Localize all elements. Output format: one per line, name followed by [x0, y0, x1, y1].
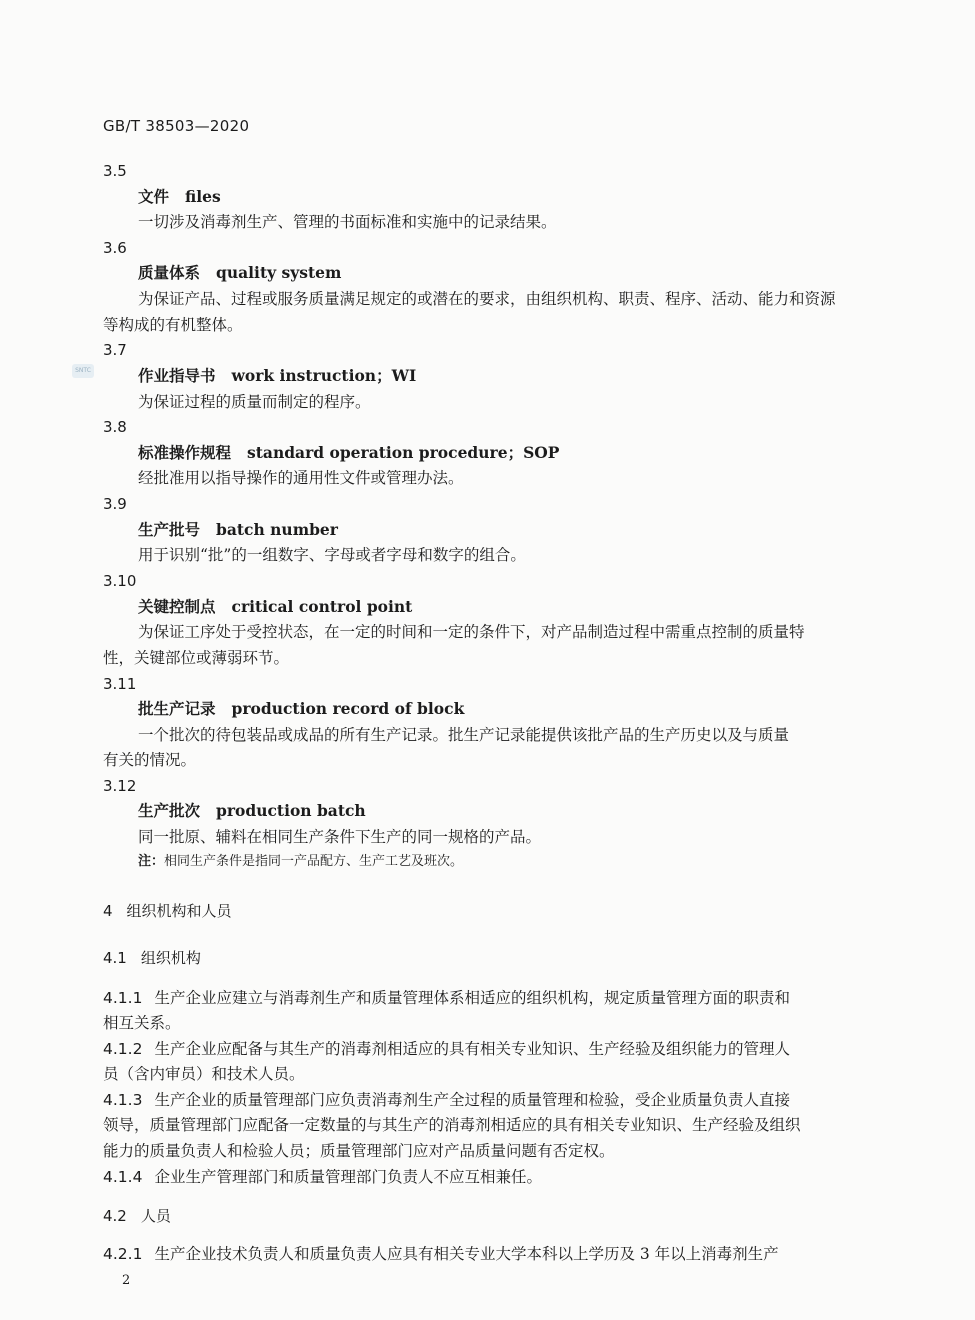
- definition-number: 3.7: [103, 341, 127, 359]
- term-english: batch number: [216, 520, 338, 539]
- definition-text: 一个批次的待包装品或成品的所有生产记录。批生产记录能提供该批产品的生产历史以及与质量: [138, 726, 790, 744]
- watermark-stamp: SNTC: [72, 364, 94, 378]
- clause-line: [103, 988, 790, 1008]
- definition-number: 3.11: [103, 675, 137, 693]
- note: [138, 852, 463, 872]
- definition-number: 3.12: [103, 777, 137, 795]
- definition-number: 3.6: [103, 239, 127, 257]
- definition-term: [138, 699, 464, 719]
- term-english: critical control point: [231, 597, 413, 616]
- term-chinese: 批生产记录: [138, 700, 216, 718]
- definition-number: 3.5: [103, 162, 127, 180]
- definition-number: 3.10: [103, 572, 137, 590]
- clause-number: 4.1.3: [103, 1091, 143, 1109]
- clause-line: [103, 1167, 542, 1187]
- definition-term: [138, 366, 416, 386]
- definition-term: [138, 597, 412, 617]
- definition-text: 同一批原、辅料在相同生产条件下生产的同一规格的产品。: [138, 828, 542, 846]
- definition-text: 为保证产品、过程或服务质量满足规定的或潜在的要求，由组织机构、职责、程序、活动、能力和资源: [138, 290, 836, 308]
- standard-code-header: GB/T 38503—2020: [103, 117, 250, 135]
- clause-text: 生产企业技术负责人和质量负责人应具有相关专业大学本科以上学历及 3 年以上消毒剂生产: [154, 1245, 779, 1263]
- clause-text: 员（含内审员）和技术人员。: [103, 1065, 305, 1083]
- term-chinese: 文件: [138, 188, 170, 206]
- term-english: production record of block: [231, 699, 465, 718]
- term-chinese: 标准操作规程: [138, 444, 232, 462]
- definition-text: 一切涉及消毒剂生产、管理的书面标准和实施中的记录结果。: [138, 213, 557, 231]
- definition-text: 用于识别“批”的一组数字、字母或者字母和数字的组合。: [138, 546, 526, 564]
- clause-number: 4.1.2: [103, 1040, 143, 1058]
- definition-term: [138, 263, 341, 283]
- clause-line: [103, 1090, 790, 1110]
- subsection-heading: [103, 1206, 171, 1226]
- definition-text: 性，关键部位或薄弱环节。: [103, 649, 290, 667]
- term-chinese: 关键控制点: [138, 598, 216, 616]
- clause-text: 生产企业应建立与消毒剂生产和质量管理体系相适应的组织机构，规定质量管理方面的职责和: [154, 989, 790, 1007]
- definition-term: [138, 443, 559, 463]
- term-english: standard operation procedure；SOP: [247, 443, 560, 462]
- clause-number: 4.1.1: [103, 989, 143, 1007]
- definition-term: [138, 187, 221, 207]
- term-english: production batch: [216, 801, 366, 820]
- clause-text: 领导，质量管理部门应配备一定数量的与其生产的消毒剂相适应的具有相关专业知识、生产经验及组织: [103, 1116, 801, 1134]
- term-chinese: 生产批号: [138, 521, 201, 539]
- term-chinese: 生产批次: [138, 802, 201, 820]
- term-chinese: 作业指导书: [138, 367, 216, 385]
- term-english: files: [185, 187, 221, 206]
- term-chinese: 质量体系: [138, 264, 201, 282]
- definition-term: [138, 801, 366, 821]
- clause-text: 能力的质量负责人和检验人员；质量管理部门应对产品质量问题有否定权。: [103, 1142, 615, 1160]
- clause-number: 4.2.1: [103, 1245, 143, 1263]
- definition-text: 经批准用以指导操作的通用性文件或管理办法。: [138, 469, 464, 487]
- section-number: 4: [103, 902, 113, 920]
- definition-number: 3.9: [103, 495, 127, 513]
- note-label: 注：: [138, 854, 165, 869]
- note-text: 相同生产条件是指同一产品配方、生产工艺及班次。: [164, 854, 464, 869]
- term-english: quality system: [216, 263, 342, 282]
- clause-line: [103, 1244, 779, 1264]
- term-english: work instruction；WI: [231, 366, 417, 385]
- clause-line: [103, 1039, 790, 1059]
- definition-text: 等构成的有机整体。: [103, 316, 243, 334]
- definition-number: 3.8: [103, 418, 127, 436]
- section-heading: [103, 901, 232, 921]
- section-number: 4.2: [103, 1207, 127, 1225]
- definition-text: 为保证工序处于受控状态，在一定的时间和一定的条件下，对产品制造过程中需重点控制的质量特: [138, 623, 805, 641]
- section-number: 4.1: [103, 949, 127, 967]
- clause-number: 4.1.4: [103, 1168, 143, 1186]
- clause-text: 相互关系。: [103, 1014, 181, 1032]
- page-number: 2: [122, 1273, 131, 1288]
- subsection-heading: [103, 948, 201, 968]
- section-title: 组织机构: [140, 949, 201, 967]
- clause-text: 生产企业应配备与其生产的消毒剂相适应的具有相关专业知识、生产经验及组织能力的管理人: [154, 1040, 790, 1058]
- section-title: 组织机构和人员: [126, 902, 232, 920]
- clause-text: 企业生产管理部门和质量管理部门负责人不应互相兼任。: [154, 1168, 542, 1186]
- definition-term: [138, 520, 338, 540]
- definition-text: 为保证过程的质量而制定的程序。: [138, 393, 371, 411]
- clause-text: 生产企业的质量管理部门应负责消毒剂生产全过程的质量管理和检验，受企业质量负责人直接: [154, 1091, 790, 1109]
- definition-text: 有关的情况。: [103, 751, 197, 769]
- section-title: 人员: [140, 1207, 171, 1225]
